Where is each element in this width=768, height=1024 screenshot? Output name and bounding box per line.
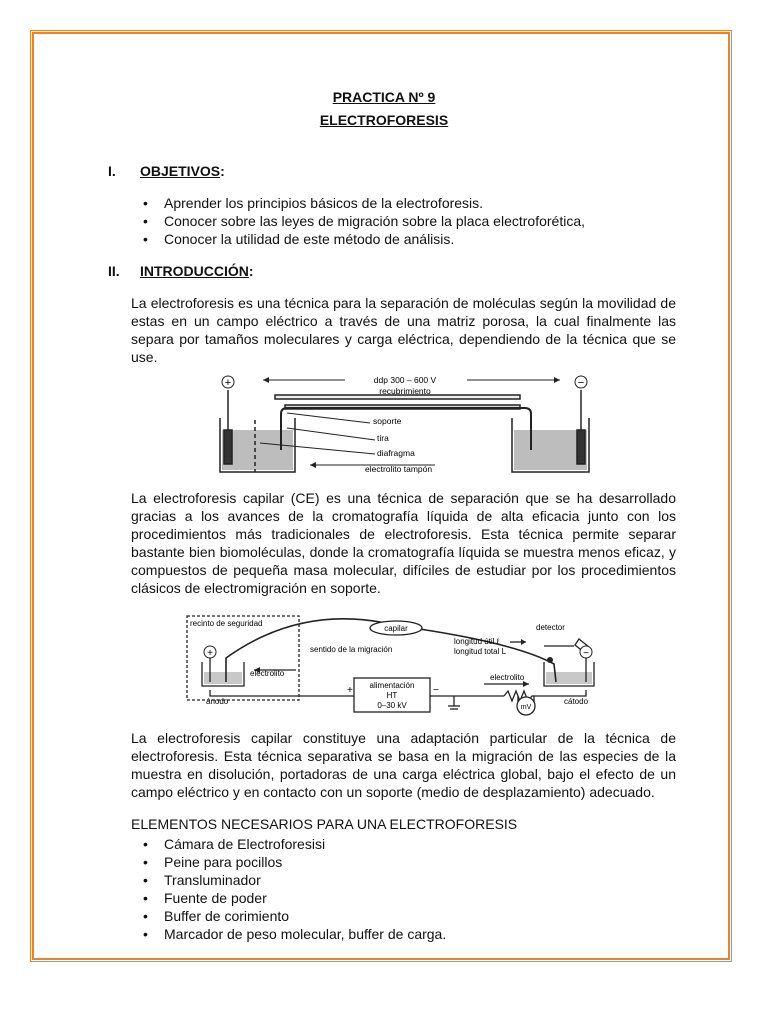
alimentacion-label: alimentación [369,681,415,690]
document-title: ELECTROFORESIS [319,112,449,128]
practice-title: PRACTICA Nº 9 [332,89,436,105]
capilar-label: capilar [384,624,408,633]
elementos-list [137,835,446,943]
section-introduccion-heading: II. INTRODUCCIÓN: [108,263,254,279]
section-number: II. [108,263,120,279]
electrolito-tampon-label: electrolito tampón [365,464,433,474]
electrolito-left-label: electrolito [250,669,285,678]
recubrimiento-label: recubrimiento [379,386,431,396]
electrolito-right-label: electrolito [490,673,525,682]
section-label: OBJETIVOS [140,163,221,179]
ht-label: HT [386,691,398,700]
recinto-label: recinto de seguridad [190,619,263,628]
soporte-label: soporte [373,416,402,426]
objetivos-list [137,194,585,248]
intro-paragraph-2: La electroforesis capilar (CE) es una técnica de separación que se ha desarrollado gracias a los avances de la cromatografía líquida de alta eficacia junto con los procedimientos más tradicionales de electroforesis. Esta técnica permite separar bastante bien biomoléculas, donde la cromatografía líquida se muestra menos eficaz, y compuestos de pequeña masa molecular, difíciles de estudiar por los procedimientos clásicos de electromigración en soporte. [131,490,676,596]
diafragma-label: diafragma [377,448,415,458]
longitud-util-label: longitud útil ℓ [454,637,500,646]
tira-label: tira [377,433,389,443]
list-item: • Conocer sobre las leyes de migración sobre la placa electroforética, [137,212,585,230]
supply-minus: − [433,685,439,696]
list-item: • Transluminador [137,871,446,889]
detector-label: detector [536,623,565,632]
anodo-label: ánodo [206,697,229,706]
list-item: • Cámara de Electroforesisi [137,835,446,853]
intro-paragraph-1: La electroforesis es una técnica para la separación de moléculas según la movilidad de estas en un campo eléctrico a través de una matriz porosa, la cual finalmente las separa por tamaños moleculares y carga eléctrica, dependiendo de la técnica que se use. [131,295,676,365]
section-objetivos-heading: I. OBJETIVOS: [108,163,225,179]
section-number: I. [108,163,116,179]
ddp-label: ddp 300 – 600 V [373,375,437,385]
list-item: • Conocer la utilidad de este método de análisis. [137,230,585,248]
list-item: • Fuente de poder [137,889,446,907]
list-item: • Peine para pocillos [137,853,446,871]
anode-plus: + [224,377,232,389]
electrophoresis-diagram [205,368,605,480]
elementos-heading: ELEMENTOS NECESARIOS PARA UNA ELECTROFORESIS [131,816,518,832]
mv-label: mV [520,704,532,711]
anode-plus: + [207,648,213,659]
catodo-label: cátodo [564,697,589,706]
voltage-label: 0–30 kV [377,701,407,710]
list-item: • Aprender los principios básicos de la electroforesis. [137,194,585,212]
supply-plus: + [347,685,353,696]
cathode-minus: − [583,648,589,659]
longitud-total-label: longitud total L [454,647,507,656]
list-item: • Buffer de corimiento [137,907,446,925]
cathode-minus: − [577,377,585,389]
intro-paragraph-3: La electroforesis capilar constituye una adaptación particular de la técnica de electroforesis. Esta técnica separativa se basa en la migración de las especies de la muestra en disolución, portadoras de una carga eléctrica global, bajo el efecto de un campo eléctrico y en contacto con un soporte (medio de desplazamiento) adecuado. [131,730,676,800]
sentido-migracion-label: sentido de la migración [310,645,393,654]
section-label: INTRODUCCIÓN [140,263,249,279]
capillary-electrophoresis-diagram [184,612,610,718]
list-item: • Marcador de peso molecular, buffer de carga. [137,925,446,943]
